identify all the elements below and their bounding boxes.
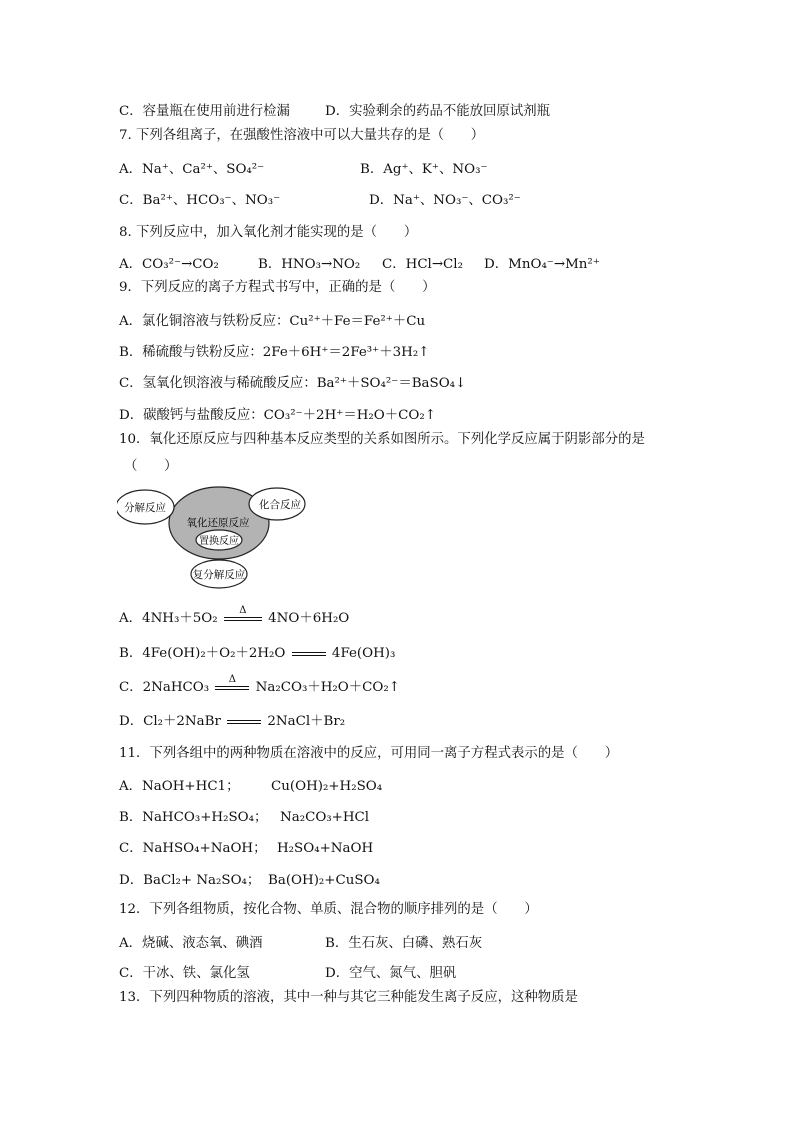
q9-option-c: C．氢氧化钡溶液与稀硫酸反应：Ba²⁺＋SO₄²⁻＝BaSO₄↓ [119,376,467,391]
option-d: D．Na⁺、NO₃⁻、CO₃²⁻ [369,193,521,208]
option-d: D．MnO₄⁻→Mn²⁺ [484,257,600,272]
pair-1: C．NaHSO₄+NaOH； [119,841,267,856]
q10-option-b [119,645,395,663]
pair-2: H₂SO₄+NaOH [277,841,374,856]
q11-option-d [119,872,380,890]
q9-option-a: A．氯化铜溶液与铁粉反应：Cu²⁺＋Fe＝Fe²⁺＋Cu [119,314,426,329]
question-10: 10．氧化还原反应与四种基本反应类型的关系如图所示。下列化学反应属于阴影部分的是 [119,432,645,447]
question-11: 11．下列各组中的两种物质在溶液中的反应，可用同一离子方程式表示的是（ ） [119,746,619,761]
products: 4NO＋6H₂O [268,611,350,626]
question-12: 12．下列各组物质，按化合物、单质、混合物的顺序排列的是（ ） [119,902,538,917]
products: Na₂CO₃＋H₂O＋CO₂↑ [255,680,400,695]
option-b: B．Ag⁺、K⁺、NO₃⁻ [360,162,488,177]
option-a: A．烧碱、液态氧、碘酒 [119,936,263,951]
products: 4Fe(OH)₃ [331,646,396,661]
equals-sign [292,652,326,656]
q11-option-b [119,809,370,827]
products: 2NaCl＋Br₂ [267,714,346,729]
pair-1: A．NaOH+HC1； [119,779,240,794]
heat-equals-sign [215,673,249,690]
delta-symbol: Δ [228,673,237,685]
option-b: B．HNO₃→NO₂ [258,257,361,272]
q12-row-ab [119,935,483,953]
reactants: A．4NH₃＋5O₂ [119,611,218,626]
pair-2: Na₂CO₃+HCl [280,810,370,825]
combination-label: 化合反应 [259,499,301,511]
delta-symbol: Δ [239,604,247,616]
reaction-types-diagram [117,484,317,590]
question-7: 7. 下列各组离子，在强酸性溶液中可以大量共存的是（ ） [119,128,485,143]
option-d: D．空气、氮气、胆矾 [325,966,457,981]
pair-1: B．NaHCO₃+H₂SO₄； [119,810,268,825]
q9-option-d: D．碳酸钙与盐酸反应：CO₃²⁻＋2H⁺＝H₂O＋CO₂↑ [119,408,436,423]
option-a: A．Na⁺、Ca²⁺、SO₄²⁻ [119,162,265,177]
redox-label: 氧化还原反应 [186,517,250,529]
reactants: C．2NaHCO₃ [119,680,210,695]
option-c: C．Ba²⁺、HCO₃⁻、NO₃⁻ [119,193,281,208]
q7-row-ab [119,161,488,179]
reactants: D．Cl₂＋2NaBr [119,714,221,729]
substitution-label: 置换反应 [199,536,239,547]
pair-1: D．BaCl₂+ Na₂SO₄； [119,873,261,888]
question-13: 13．下列四种物质的溶液，其中一种与其它三种能发生离子反应，这种物质是 [119,990,578,1005]
question-8: 8. 下列反应中，加入氧化剂才能实现的是（ ） [119,225,418,240]
q11-option-c [119,840,374,858]
option-b: B．生石灰、白磷、熟石灰 [325,936,483,951]
option-c: C．HCl→Cl₂ [382,257,463,272]
q10-option-a [119,604,350,628]
pair-2: Cu(OH)₂+H₂SO₄ [271,779,383,794]
q7-row-cd [119,192,521,210]
option-c: C．容量瓶在使用前进行检漏 [119,104,290,119]
equals-sign [227,720,261,724]
q11-option-a [119,778,383,796]
pair-2: Ba(OH)₂+CuSO₄ [268,873,380,888]
q8-options [119,256,600,274]
heat-equals-sign [224,604,262,621]
option-d: D．实验剩余的药品不能放回原试剂瓶 [325,104,550,119]
decomposition-label: 分解反应 [124,502,166,514]
double-decomposition-label: 复分解反应 [192,569,246,581]
q10-option-c [119,673,400,697]
q6-options-cd [119,103,550,121]
q10-option-d [119,713,345,731]
q9-option-b: B．稀硫酸与铁粉反应：2Fe＋6H⁺＝2Fe³⁺＋3H₂↑ [119,345,430,360]
option-c: C．干冰、铁、氯化氢 [119,966,250,981]
q12-row-cd [119,965,457,983]
reactants: B．4Fe(OH)₂＋O₂＋2H₂O [119,646,286,661]
question-9: 9．下列反应的离子方程式书写中，正确的是（ ） [119,280,436,295]
option-a: A．CO₃²⁻→CO₂ [119,257,219,272]
question-10-paren: （ ） [124,459,178,474]
